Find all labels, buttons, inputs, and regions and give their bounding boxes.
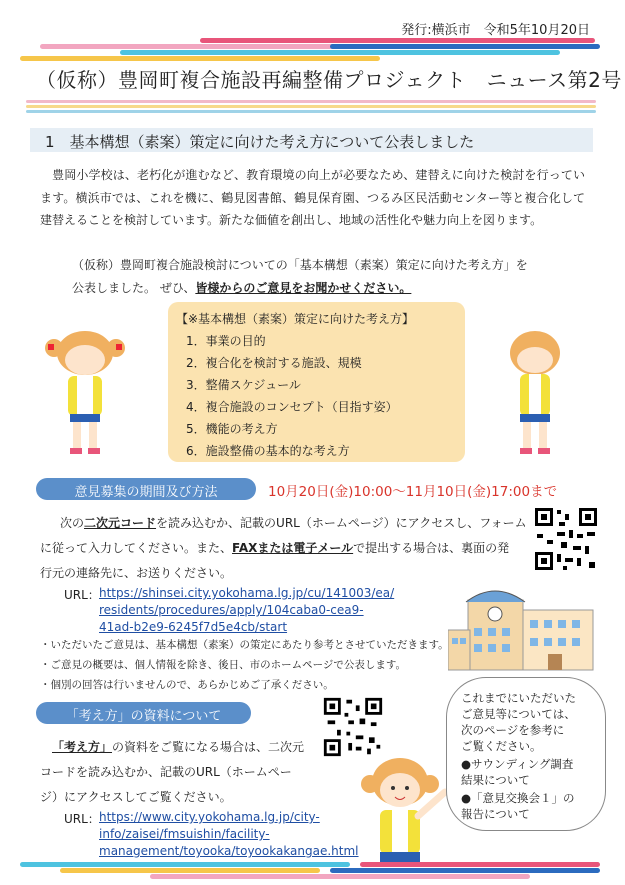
publisher-date: 発行:横浜市 令和5年10月20日 xyxy=(401,23,590,38)
section2-line3: 行元の連絡先に、お送りください。 xyxy=(40,566,233,580)
bubble-link-sounding[interactable]: 結果について xyxy=(461,773,530,787)
stripe xyxy=(120,50,560,55)
section2-line2: に従って入力してください。また、FAXまたは電子メールで提出する場合は、裏面の発 xyxy=(40,541,510,555)
note: ・いただいたご意見は、基本構想（素案）の策定にあたり参考とさせていただきます。 xyxy=(40,639,449,651)
section3-line3: ジ）にアクセスしてご覧ください。 xyxy=(40,790,232,804)
box-item: 2．複合化を検討する施設、規模 xyxy=(186,356,362,370)
stripe xyxy=(200,38,595,43)
bowing-girl-illustration xyxy=(40,318,130,458)
box-item: 4．複合施設のコンセプト（目指す姿） xyxy=(186,400,398,414)
qr-code-icon xyxy=(533,506,599,572)
concept-outline-box xyxy=(168,302,465,462)
stripe xyxy=(150,874,530,879)
box-item: 5．機能の考え方 xyxy=(186,422,278,436)
section2-heading-pill: 意見募集の期間及び方法 xyxy=(36,478,256,500)
box-item: 1．事業の目的 xyxy=(186,334,266,348)
url-label: URL： xyxy=(64,812,100,826)
school-building-illustration xyxy=(448,580,598,675)
bubble-link-sounding[interactable]: ●サウンディング調査 xyxy=(461,757,574,771)
section3-line1: 「考え方」の資料をご覧になる場合は、二次元 xyxy=(52,740,305,754)
box-item: 6．施設整備の基本的な考え方 xyxy=(186,444,350,458)
box-item: 3．整備スケジュール xyxy=(186,378,301,392)
document-url-link[interactable]: https://www.city.yokohama.lg.jp/city- xyxy=(99,810,320,824)
title-underline xyxy=(26,105,596,108)
note: ・個別の回答は行いませんので、あらかじめご了承ください。 xyxy=(40,679,334,691)
box-heading: 【※基本構想（素案）策定に向けた考え方】 xyxy=(176,312,415,326)
section1-paragraph2-line2: 公表しました。 ぜひ、皆様からのご意見をお聞かせください。 xyxy=(72,281,412,295)
title-underline xyxy=(26,100,596,103)
qr-code-icon xyxy=(322,696,384,758)
stripe xyxy=(40,44,340,49)
bubble-line: 次のページを参考に xyxy=(461,723,565,737)
url-label: URL： xyxy=(64,588,100,602)
speech-bubble xyxy=(446,677,606,831)
stripe xyxy=(360,862,600,867)
section3-line2: コードを読み込むか、記載のURL（ホームペー xyxy=(40,765,292,779)
bowing-girl-illustration xyxy=(500,318,570,458)
stripe xyxy=(20,862,350,867)
bubble-line: ご覧ください。 xyxy=(461,739,542,753)
form-url-link[interactable]: https://shinsei.city.yokohama.lg.jp/cu/141003/ea/ xyxy=(99,586,395,600)
bubble-line: これまでにいただいた xyxy=(461,691,576,705)
stripe xyxy=(330,868,600,873)
section1-heading: 1 基本構想（素案）策定に向けた考え方について公表しました xyxy=(30,128,593,152)
form-url-link[interactable]: 41ad-b2e9-6245f7d5e4cb/start xyxy=(99,620,288,634)
stripe xyxy=(20,56,380,61)
form-url-link[interactable]: residents/procedures/apply/104caba0-cea9- xyxy=(99,603,364,617)
pointing-girl-illustration xyxy=(350,752,450,864)
page-title: （仮称）豊岡町複合施設再編整備プロジェクト ニュース第2号 xyxy=(36,68,622,92)
bubble-line: ご意見等については、 xyxy=(461,707,576,721)
section3-heading-pill: 「考え方」の資料について xyxy=(36,702,251,724)
note: ・ご意見の概要は、個人情報を除き、後日、市のホームページで公表します。 xyxy=(40,659,407,671)
section1-paragraph: 豊岡小学校は、老朽化が進むなど、教育環境の向上が必要なため、建替えに向けた検討を行っています。横浜市では、これを機に、鶴見図書館、鶴見保育園、つるみ区民活動センター等と複合化して建替えることを検討しています。新たな価値を創出し、地域の活性化や魅力向上を図ります。 xyxy=(40,168,585,227)
bubble-link-exchange[interactable]: ●「意見交換会１」の xyxy=(461,791,575,805)
document-url-link[interactable]: management/toyooka/toyookakangae.html xyxy=(99,844,359,858)
bubble-link-exchange[interactable]: 報告について xyxy=(461,807,530,821)
title-underline xyxy=(26,110,596,113)
period-text: 10月20日(金)10:00～11月10日(金)17:00まで xyxy=(268,484,558,500)
section2-line1: 次の二次元コードを読み込むか、記載のURL（ホームページ）にアクセスし、フォーム xyxy=(60,516,527,530)
section1-paragraph2-line1: （仮称）豊岡町複合施設検討についての「基本構想（素案）策定に向けた考え方」を xyxy=(72,258,528,272)
document-url-link[interactable]: info/zaisei/fmsuishin/facility- xyxy=(99,827,270,841)
stripe xyxy=(330,44,600,49)
stripe xyxy=(60,868,320,873)
